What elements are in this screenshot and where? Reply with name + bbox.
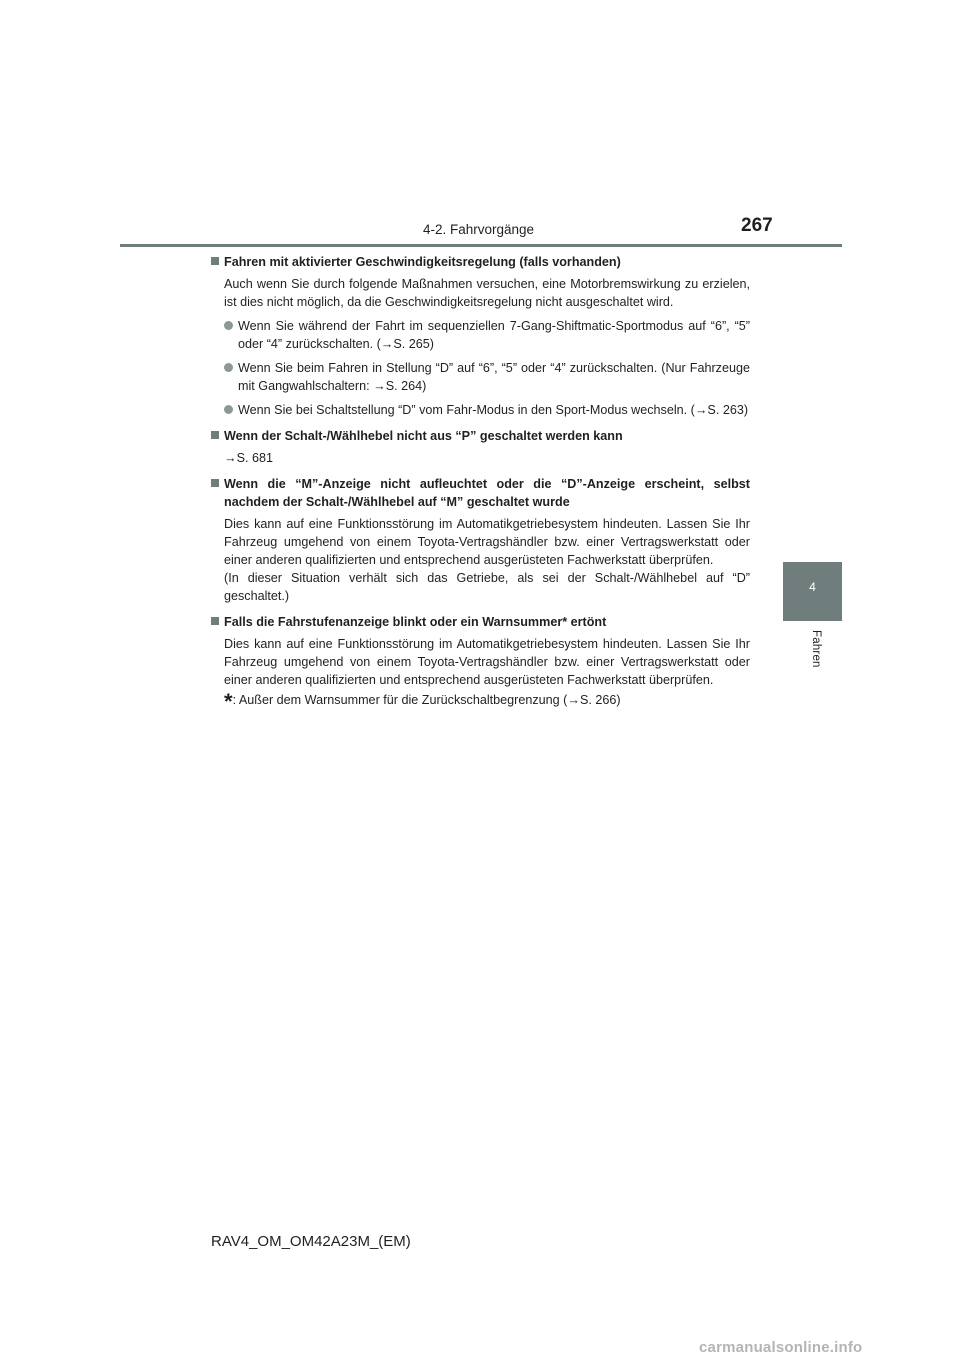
square-bullet-icon: [211, 431, 219, 439]
section-heading-cruise-control: [210, 253, 750, 271]
footnote-text: : Außer dem Warnsummer für die Zurückschaltbegrenzung (→S. 266): [232, 693, 621, 707]
square-bullet-icon: [211, 479, 219, 487]
circle-bullet-icon: [224, 405, 233, 414]
heading-text: Wenn die “M”-Anzeige nicht aufleuchtet oder die “D”-Anzeige erscheint, selbst nachdem der Schalt-/Wählhebel auf “M” geschaltet wurde: [224, 477, 750, 509]
heading-text: Wenn der Schalt-/Wählhebel nicht aus “P” geschaltet werden kann: [224, 429, 623, 443]
circle-bullet-icon: [224, 363, 233, 372]
footnote: [210, 689, 750, 714]
footnote-mark: *: [224, 689, 233, 714]
page-reference: →S. 681: [224, 451, 274, 465]
list-item: [210, 317, 750, 353]
paragraph: Dies kann auf eine Funktionsstörung im Automatikgetriebesystem hindeuten. Lassen Sie Ihr Fahrzeug umgehend von einem Toyota-Vertragshändler bzw. einer Vertragswerkstatt oder einer anderen qualifizierten und entsprechend ausgerüsteten Fachwerkstatt überprüfen.: [224, 517, 750, 567]
heading-text: Fahren mit aktivierter Geschwindigkeitsregelung (falls vorhanden): [224, 255, 621, 269]
paragraph: Auch wenn Sie durch folgende Maßnahmen versuchen, eine Motorbremswirkung zu erzielen, ist dies nicht möglich, da die Geschwindigkeitsregelung nicht ausgeschaltet wird.: [224, 277, 750, 309]
circle-bullet-icon: [224, 321, 233, 330]
list-item-text: Wenn Sie bei Schaltstellung “D” vom Fahr-Modus in den Sport-Modus wechseln. (→S. 263): [238, 403, 749, 417]
document-code: RAV4_OM_OM42A23M_(EM): [211, 1233, 411, 1250]
section-heading-m-indicator: [210, 475, 750, 511]
chapter-tab-number: 4: [809, 580, 816, 594]
header-divider: [120, 244, 842, 247]
running-header-section: 4-2. Fahrvorgänge: [423, 222, 535, 237]
list-item: [210, 401, 750, 419]
square-bullet-icon: [211, 257, 219, 265]
list-item-text: Wenn Sie beim Fahren in Stellung “D” auf “6”, “5” oder “4” zurückschalten. (Nur Fahrzeuge mit Gangwahlschaltern: →S. 264): [238, 361, 750, 393]
section-heading-shift-lever: [210, 427, 750, 445]
square-bullet-icon: [211, 617, 219, 625]
list-item: [210, 359, 750, 395]
heading-text: Falls die Fahrstufenanzeige blinkt oder ein Warnsummer* ertönt: [224, 615, 607, 629]
chapter-tab-label: Fahren: [810, 630, 822, 668]
paragraph: Dies kann auf eine Funktionsstörung im Automatikgetriebesystem hindeuten. Lassen Sie Ihr Fahrzeug umgehend von einem Toyota-Vertragshändler bzw. einer Vertragswerkstatt oder einer anderen qualifizierten und entsprechend ausgerüsteten Fachwerkstatt überprüfen.: [224, 637, 750, 687]
chapter-tab: [783, 562, 842, 621]
page-number: 267: [741, 215, 773, 236]
page-content: [210, 253, 750, 714]
section-heading-gear-indicator-blinks: [210, 613, 750, 631]
paragraph: (In dieser Situation verhält sich das Getriebe, als sei der Schalt-/Wählhebel auf “D” geschaltet.): [224, 571, 750, 603]
list-item-text: Wenn Sie während der Fahrt im sequenziellen 7-Gang-Shiftmatic-Sportmodus auf “6”, “5” oder “4” zurückschalten. (→S. 265): [238, 319, 750, 351]
watermark-link[interactable]: carmanualsonline.info: [699, 1339, 863, 1356]
